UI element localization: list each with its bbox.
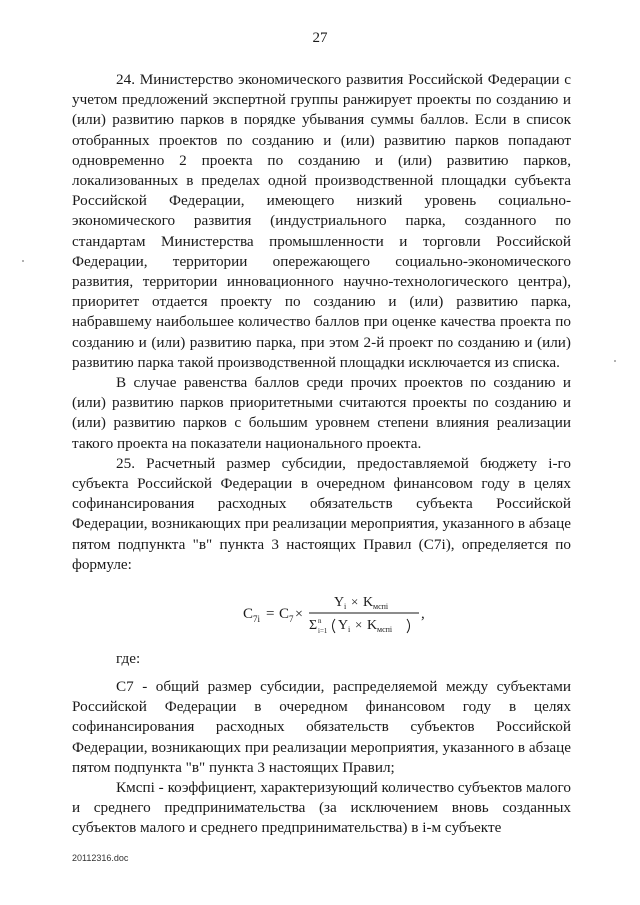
formula-times: × bbox=[295, 607, 303, 622]
formula-den-k-sub: мспi bbox=[377, 625, 393, 634]
footer-file-code: 20112316.doc bbox=[72, 853, 129, 863]
subsidy-formula bbox=[243, 588, 453, 636]
formula-num-times: × bbox=[351, 594, 359, 609]
formula-c7-sub: 7 bbox=[289, 614, 294, 624]
page-number: 27 bbox=[312, 30, 328, 46]
paragraph-25: 25. Расчетный размер субсидии, предоставляемой бюджету i-го субъекта Российской Федерации в очередном финансовом году в целях софинансирования расходных обязательств субъекта Российской Федерации, возникающих при реализации мероприятия, указанного в абзаце пятом подпункта "в" пункта 3 настоящих Правил (С7i), определяется по формуле: bbox=[72, 454, 571, 573]
paren-right bbox=[407, 619, 410, 633]
formula-tail: , bbox=[421, 606, 425, 622]
formula-den-k: K bbox=[367, 618, 378, 633]
body-text-bottom bbox=[72, 677, 571, 839]
where-label: где: bbox=[116, 650, 141, 667]
paragraph-c7-definition: С7 - общий размер субсидии, распределяемой между субъектами Российской Федерации в очередном финансовом году в целях софинансирования расходных обязательств субъектов Российской Федерации, возникающих при реализации мероприятия, указанного в абзаце пятом подпункта "в" пункта 3 настоящих Правил; bbox=[72, 678, 571, 776]
formula-den-y: Y bbox=[338, 618, 349, 633]
formula-num-k: K bbox=[363, 595, 374, 610]
scan-speck bbox=[22, 260, 24, 262]
paren-left bbox=[333, 619, 336, 633]
formula-den-sum-sub: i=1 bbox=[318, 627, 328, 635]
formula-num-k-sub: мспi bbox=[373, 602, 389, 611]
formula-den-sum: Σ bbox=[309, 618, 318, 633]
formula-den-y-sub: i bbox=[348, 625, 351, 634]
formula-eq: = bbox=[266, 606, 275, 622]
formula-lhs-sub: 7i bbox=[253, 614, 261, 624]
paragraph-equal-scores: В случае равенства баллов среди прочих проектов по созданию и (или) развитию парков приоритетными считаются проекты по созданию и (или) развитию парков с большим уровнем степени влияния реализации такого проекта на показатели национального проекта. bbox=[72, 374, 571, 452]
scan-speck bbox=[614, 360, 616, 362]
paragraph-kmsp-definition: Кмспi - коэффициент, характеризующий количество субъектов малого и среднего предпринимательства (за исключением вновь созданных субъектов малого и среднего предпринимательства) в i-м субъекте bbox=[72, 779, 571, 837]
formula-c7: C bbox=[279, 606, 290, 622]
body-text-top bbox=[72, 70, 571, 575]
formula-lhs: C bbox=[243, 606, 254, 622]
formula-num-y-sub: i bbox=[344, 602, 347, 611]
paragraph-24: 24. Министерство экономического развития Российской Федерации с учетом предложений экспертной группы ранжирует проекты по созданию и (или) развитию парков в порядке убывания суммы баллов. Если в список отобранных проектов по созданию и (или) развитию парков попадают одновременно 2 проекта по созданию и (или) развитию парков, локализованных в пределах одной производственной площадки субъекта Российской Федерации, имеющего низкий уровень социально-экономического развития (индустриального парка, созданного по стандартам Министерства промышленности и торговли Российской Федерации, территории опережающего социально-экономического развития, территории инновационного научно-технологического центра), приоритет отдается проекту по созданию и (или) развитию парка, набравшему наибольшее количество баллов при оценке качества проекта по созданию и (или) развитию парка, при этом 2-й проект по созданию и (или) развитию парка такой производственной площадки исключается из списка. bbox=[72, 71, 571, 371]
formula-num-y: Y bbox=[334, 595, 345, 610]
formula-den-times: × bbox=[355, 617, 363, 632]
formula-den-sum-sup: n bbox=[318, 617, 322, 625]
